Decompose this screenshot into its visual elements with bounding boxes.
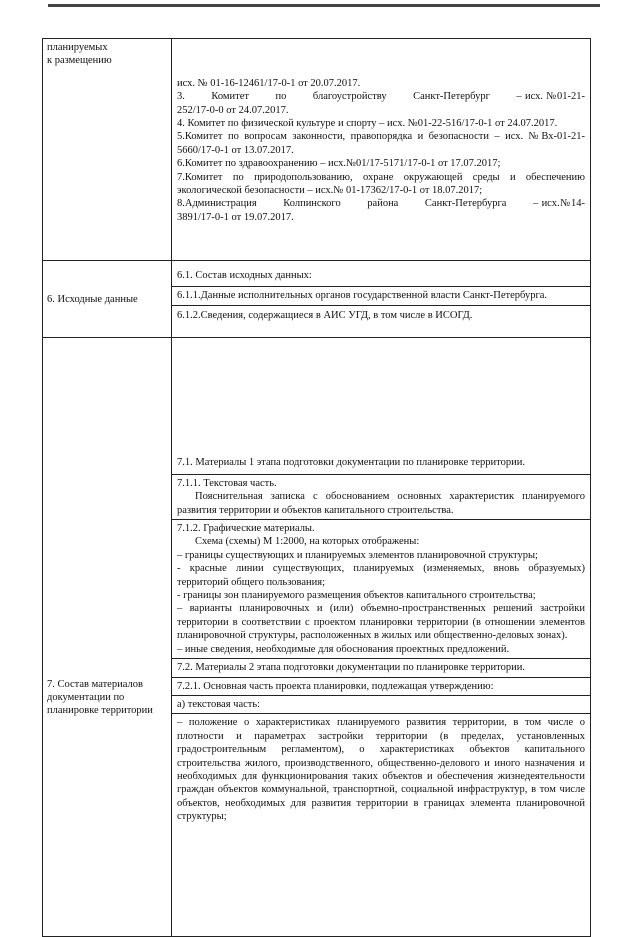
- list-item: – границы существующих и планируемых элементов планировочной структуры;: [177, 549, 538, 561]
- table-row: [43, 39, 591, 261]
- table-row: [43, 338, 591, 937]
- list-item: 6.Комитет по здравоохранению – исх.№01/17-5171/17-0-1 от 17.07.2017;: [177, 158, 501, 170]
- list-item: исх. № 01-16-12461/17-0-1 от 20.07.2017.: [177, 77, 361, 89]
- paragraph: Пояснительная записка с обоснованием основных характеристик планируемого развития территории и объектов капитального строительства.: [177, 491, 585, 516]
- subsection-title: 7.1.2. Графические материалы.: [177, 523, 315, 535]
- paragraph: – положение о характеристиках планируемого развития территории, в том числе о плотности и параметрах застройки территории (в пределах, установленных градостроительным регламентом), о характеристиках объектов капитального строительства жилого, производственного, общественно-делового и иного назначения и необходимых для функционирования таких объектов и обеспечения жизнедеятельности граждан объектов коммунальной, транспортной, социальной инфраструктур, в том числе объектов, необходимых для развития территории в границах элемента планировочной структуры;: [177, 717, 585, 823]
- row-label: [43, 39, 172, 261]
- list-item: 6.1.2.Сведения, содержащиеся в АИС УГД, в том числе в ИСОГД.: [177, 309, 473, 321]
- row-label: 7. Состав материалов документации по планировке территории: [43, 338, 172, 937]
- row-label: 6. Исходные данные: [43, 261, 172, 338]
- list-item: 6.1.1.Данные исполнительных органов государственной власти Санкт-Петербурга.: [177, 290, 548, 302]
- list-item: 5.Комитет по вопросам законности, правопорядка и безопасности – исх. №Вх-01-21-5660/17-0-1 от 13.07.2017.: [177, 131, 585, 156]
- table-row: [43, 261, 591, 338]
- list-item: – варианты планировочных и (или) объемно-пространственных решений застройки территории в соответствии с проектом планировки территории (в отношении элементов планировочной структуры, расположенных в жилых или общественно-деловых зонах).: [177, 603, 585, 642]
- row-content: [172, 338, 591, 937]
- section-heading: 7.1. Материалы 1 этапа подготовки документации по планировке территории.: [177, 457, 525, 469]
- list-item: – иные сведения, необходимые для обоснования проектных предложений.: [177, 643, 510, 655]
- document-table: [42, 38, 591, 937]
- list-item: 7.Комитет по природопользованию, охране окружающей среды и обеспечению экологической безопасности – исх.№ 01-17362/17-0-1 от 18.07.2017;: [177, 171, 585, 197]
- subsection-title: 7.2.1. Основная часть проекта планировки, подлежащая утверждению:: [177, 680, 494, 692]
- section-heading: 7.2. Материалы 2 этапа подготовки документации по планировке территории.: [177, 662, 525, 674]
- list-item: - красные линии существующих, планируемых (изменяемых, вновь образуемых) территорий общего пользования;: [177, 563, 585, 588]
- list-item: 4. Комитет по физической культуре и спорту – исх. №01-22-516/17-0-1 от 24.07.2017.: [177, 117, 558, 129]
- list-item: 8.Администрация Колпинского района Санкт-Петербурга – исх.№14-3891/17-0-1 от 19.07.2017.: [177, 198, 585, 223]
- section-heading: 6.1. Состав исходных данных:: [177, 270, 312, 281]
- row-label-text: планируемых к размещению: [47, 42, 112, 66]
- row-content: [172, 39, 591, 261]
- paragraph: Схема (схемы) М 1:2000, на которых отображены:: [195, 536, 420, 548]
- subsection-title: 7.1.1. Текстовая часть.: [177, 477, 277, 489]
- subsection-title: а) текстовая часть:: [177, 698, 261, 710]
- list-item: - границы зон планируемого размещения объектов капитального строительства;: [177, 590, 536, 602]
- list-item: 3. Комитет по благоустройству Санкт-Петербург – исх. №01-21-252/17-0-0 от 24.07.2017.: [177, 91, 585, 116]
- top-rule: [48, 4, 600, 7]
- row-content: [172, 261, 591, 338]
